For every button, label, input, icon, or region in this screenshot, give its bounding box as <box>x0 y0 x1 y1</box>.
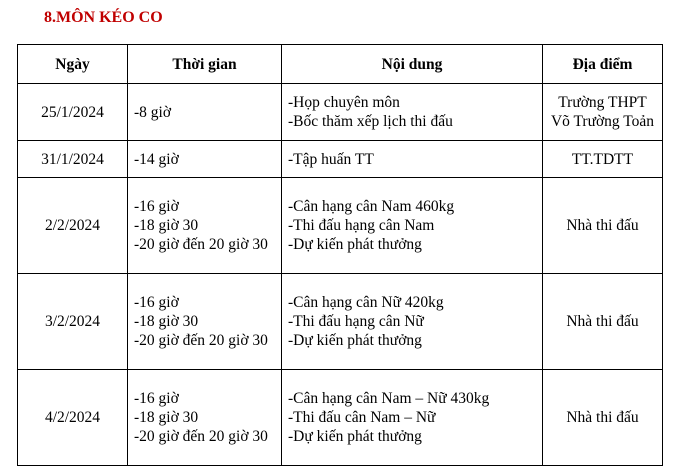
time-line: -20 giờ đến 20 giờ 30 <box>134 332 268 349</box>
time-line: -16 giờ <box>134 294 179 311</box>
location-line: Nhà thi đấu <box>566 217 639 234</box>
time-line: -18 giờ 30 <box>134 217 199 234</box>
time-cell <box>128 370 282 466</box>
content-line: -Cân hạng cân Nữ 420kg <box>288 294 444 311</box>
time-cell <box>128 274 282 370</box>
date-cell: 25/1/2024 <box>18 84 128 141</box>
location-cell <box>543 141 663 178</box>
content-line: -Thi đấu cân Nam – Nữ <box>288 409 436 426</box>
content-cell <box>282 274 543 370</box>
content-line: -Thi đấu hạng cân Nữ <box>288 313 424 330</box>
time-line: -14 giờ <box>134 150 179 168</box>
column-header-location: Địa điểm <box>543 45 663 84</box>
location-cell <box>543 84 663 141</box>
table-header-row <box>18 45 663 84</box>
content-line: -Dự kiến phát thưởng <box>288 428 422 445</box>
content-line: -Cân hạng cân Nam 460kg <box>288 198 455 215</box>
time-line: -8 giờ <box>134 103 172 121</box>
table-row <box>18 370 663 466</box>
content-line: -Dự kiến phát thưởng <box>288 236 422 253</box>
date-cell: 2/2/2024 <box>18 178 128 274</box>
content-line: -Thi đấu hạng cân Nam <box>288 217 435 234</box>
content-line: -Bốc thăm xếp lịch thi đấu <box>288 113 453 130</box>
table-row <box>18 84 663 141</box>
location-line: Trường THPT <box>558 94 647 111</box>
column-header-time: Thời gian <box>128 45 282 84</box>
table-row <box>18 178 663 274</box>
time-line: -18 giờ 30 <box>134 313 199 330</box>
table-row <box>18 274 663 370</box>
column-header-content: Nội dung <box>282 45 543 84</box>
time-cell <box>128 84 282 141</box>
time-line: -16 giờ <box>134 390 179 407</box>
content-line: -Họp chuyên môn <box>288 94 400 111</box>
location-line: Nhà thi đấu <box>566 313 639 330</box>
location-line: Nhà thi đấu <box>566 409 639 426</box>
column-header-date: Ngày <box>18 45 128 84</box>
location-line: Võ Trường Toản <box>550 113 655 130</box>
content-line: -Tập huấn TT <box>288 150 374 168</box>
location-cell <box>543 370 663 466</box>
time-line: -20 giờ đến 20 giờ 30 <box>134 236 268 253</box>
content-cell <box>282 178 543 274</box>
date-cell: 4/2/2024 <box>18 370 128 466</box>
time-line: -18 giờ 30 <box>134 409 199 426</box>
section-heading: 8.MÔN KÉO CO <box>44 9 163 26</box>
schedule-table <box>17 44 663 466</box>
time-line: -20 giờ đến 20 giờ 30 <box>134 428 268 445</box>
content-line: -Cân hạng cân Nam – Nữ 430kg <box>288 390 490 407</box>
content-cell <box>282 370 543 466</box>
content-line: -Dự kiến phát thưởng <box>288 332 422 349</box>
location-cell <box>543 178 663 274</box>
content-cell <box>282 141 543 178</box>
time-line: -16 giờ <box>134 198 179 215</box>
date-cell: 31/1/2024 <box>18 141 128 178</box>
time-cell <box>128 141 282 178</box>
location-line: TT.TDTT <box>571 150 634 168</box>
table-row <box>18 141 663 178</box>
date-cell: 3/2/2024 <box>18 274 128 370</box>
content-cell <box>282 84 543 141</box>
location-cell <box>543 274 663 370</box>
time-cell <box>128 178 282 274</box>
